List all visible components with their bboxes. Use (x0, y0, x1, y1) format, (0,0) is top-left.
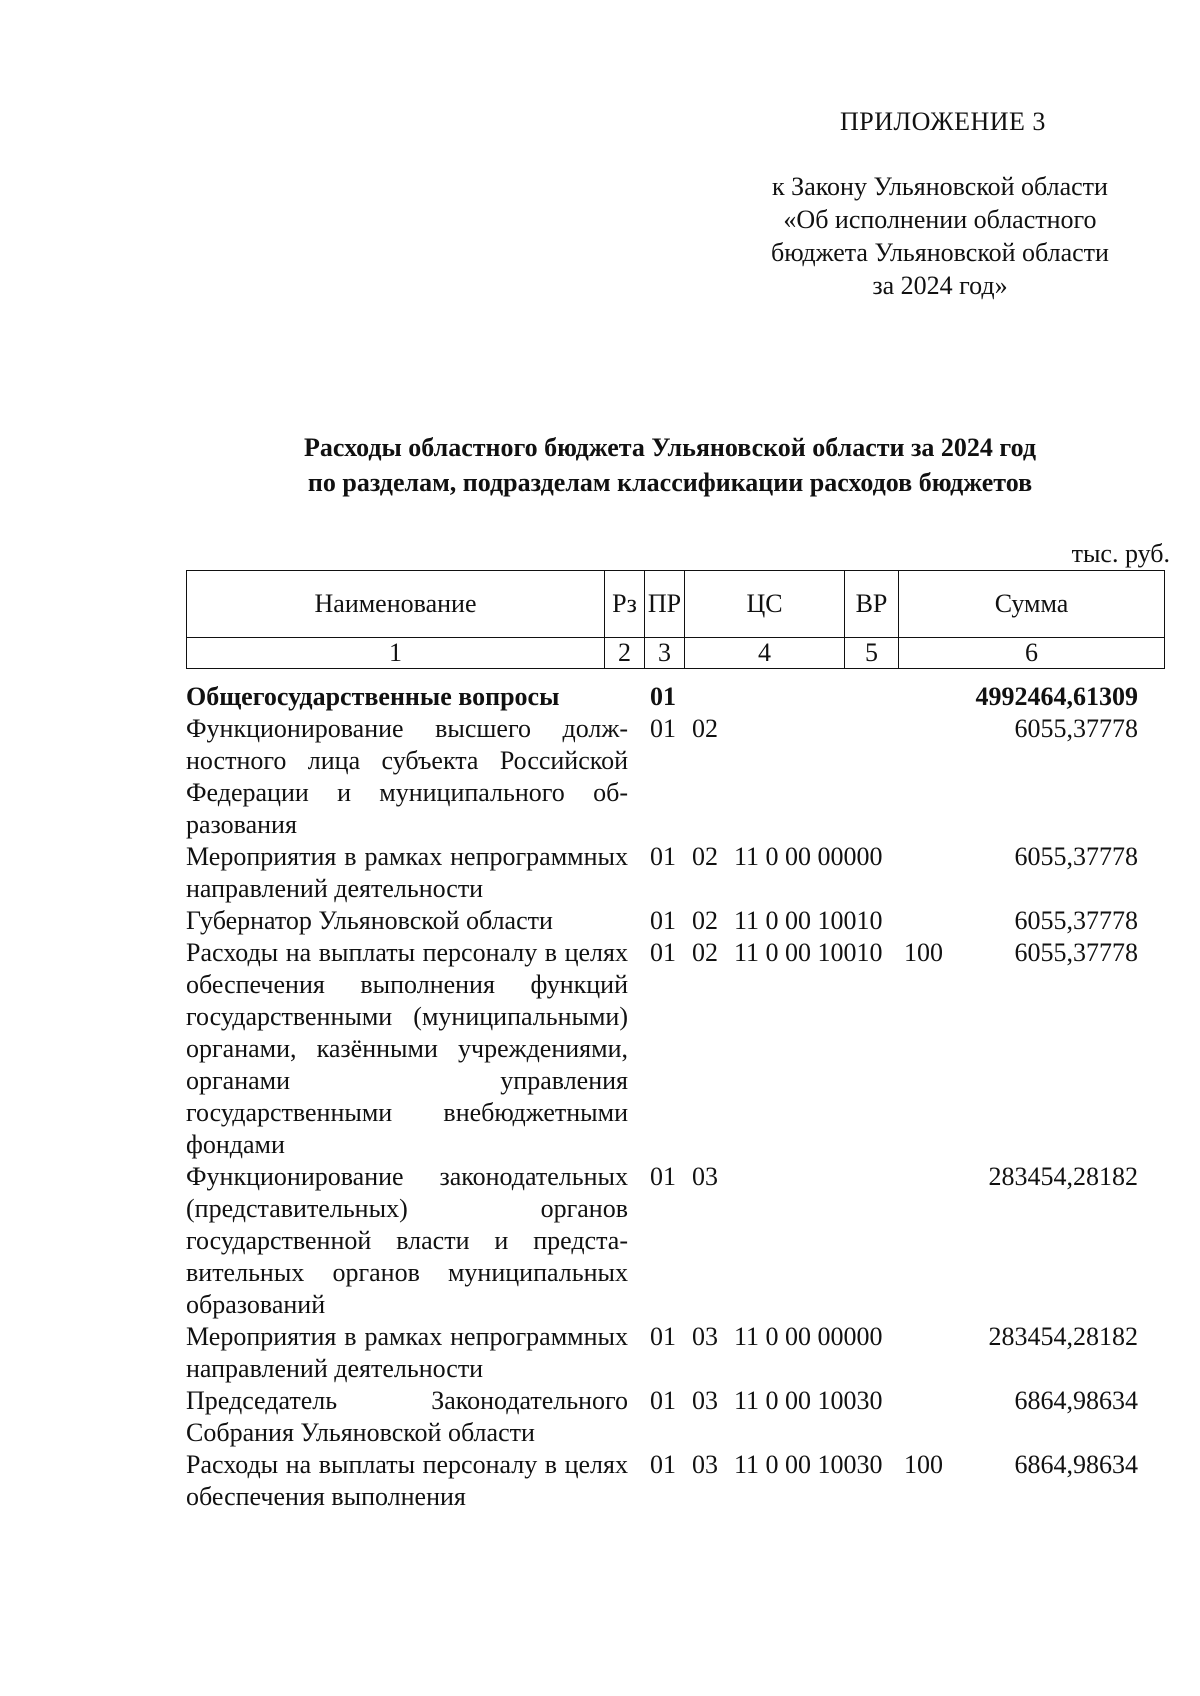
row-pr: 03 (692, 1450, 718, 1479)
column-number: 2 (605, 638, 645, 669)
row-sum: 283454,28182 (988, 1162, 1138, 1191)
row-sum: 4992464,61309 (975, 682, 1138, 711)
row-rz: 01 (650, 1450, 676, 1479)
header-vr: ВР (845, 571, 899, 638)
row-pr (682, 681, 724, 713)
expenses-table (186, 681, 1164, 1513)
table-row (186, 841, 1164, 905)
document-title (240, 430, 1100, 500)
row-name: Расходы на выплаты персоналу в целях обеспечения выполнения (186, 1450, 628, 1511)
law-line: к Закону Ульяновской области (772, 172, 1108, 201)
row-vr (894, 841, 954, 905)
row-cs: 11 0 00 00000 (734, 842, 883, 871)
row-sum: 6055,37778 (1014, 714, 1138, 743)
row-name: Функционирование высшего должностного лица субъекта Российской Федерации и муниципального образования (186, 714, 628, 839)
row-sum: 6055,37778 (1014, 938, 1138, 967)
row-name: Функционирование законодательных (представительных) органов государственной власти и представительных органов муниципальных образований (186, 1162, 628, 1319)
row-sum: 283454,28182 (988, 1322, 1138, 1351)
row-rz: 01 (650, 714, 676, 743)
row-vr: 100 (904, 1450, 943, 1479)
row-cs: 11 0 00 10030 (734, 1386, 883, 1415)
row-rz: 01 (650, 1322, 676, 1351)
header-sum: Сумма (899, 571, 1165, 638)
row-pr: 03 (692, 1162, 718, 1191)
table-row (186, 1321, 1164, 1385)
table-row (186, 1449, 1164, 1513)
column-number: 6 (899, 638, 1165, 669)
table-row (186, 1161, 1164, 1321)
row-name: Расходы на выплаты персоналу в целях обеспечения выполнения функций государственными (муниципальными) органами, казёнными учреждениями, органами управления государственными внебюджетными фондами (186, 938, 628, 1159)
table-header (186, 570, 1165, 669)
row-name: Общегосударственные вопросы (186, 682, 560, 711)
row-sum: 6864,98634 (1014, 1450, 1138, 1479)
row-vr (894, 1321, 954, 1385)
column-number: 4 (685, 638, 845, 669)
row-pr: 03 (692, 1322, 718, 1351)
row-rz: 01 (650, 906, 676, 935)
row-vr: 100 (904, 938, 943, 967)
row-cs: 11 0 00 00000 (734, 1322, 883, 1351)
title-line: Расходы областного бюджета Ульяновской области за 2024 год (304, 433, 1036, 462)
row-rz: 01 (650, 842, 676, 871)
row-cs: 11 0 00 10010 (734, 938, 883, 967)
column-number: 3 (645, 638, 685, 669)
table-row (186, 713, 1164, 841)
header-pr: ПР (645, 571, 685, 638)
row-sum: 6055,37778 (1014, 842, 1138, 871)
header-rz: Рз (605, 571, 645, 638)
law-line: бюджета Ульяновской области (771, 238, 1109, 267)
row-vr (894, 713, 954, 841)
row-name: Губернатор Ульяновской области (186, 906, 553, 935)
row-pr: 02 (692, 714, 718, 743)
row-cs: 11 0 00 10010 (734, 906, 883, 935)
row-vr (894, 1385, 954, 1449)
column-number: 5 (845, 638, 899, 669)
row-vr (894, 905, 954, 937)
row-cs (724, 681, 894, 713)
row-pr: 02 (692, 842, 718, 871)
row-cs (724, 713, 894, 841)
table-row (186, 1385, 1164, 1449)
table-row (186, 681, 1164, 713)
appendix-label: ПРИЛОЖЕНИЕ 3 (840, 107, 1046, 136)
law-line: «Об исполнении областного (783, 205, 1097, 234)
table-row (186, 937, 1164, 1161)
law-reference (740, 170, 1140, 302)
table-row (186, 905, 1164, 937)
row-rz: 01 (650, 1162, 676, 1191)
row-vr (894, 1161, 954, 1321)
row-name: Мероприятия в рамках непрограммных направлений деятельности (186, 1322, 628, 1383)
row-name: Председатель Законодательного Собрания Ульяновской области (186, 1386, 628, 1447)
row-pr: 03 (692, 1386, 718, 1415)
row-vr (894, 681, 954, 713)
title-line: по разделам, подразделам классификации расходов бюджетов (307, 468, 1033, 497)
header-name: Наименование (187, 571, 605, 638)
units-label: тыс. руб. (1071, 539, 1170, 568)
row-pr: 02 (692, 906, 718, 935)
table-body (186, 681, 1164, 1513)
row-rz: 01 (650, 938, 676, 967)
row-rz: 01 (650, 682, 676, 711)
row-cs: 11 0 00 10030 (734, 1450, 883, 1479)
header-cs: ЦС (685, 571, 845, 638)
row-cs (724, 1161, 894, 1321)
law-line: за 2024 год» (872, 271, 1008, 300)
row-rz: 01 (650, 1386, 676, 1415)
column-number: 1 (187, 638, 605, 669)
row-sum: 6055,37778 (1014, 906, 1138, 935)
row-sum: 6864,98634 (1014, 1386, 1138, 1415)
row-pr: 02 (692, 938, 718, 967)
row-name: Мероприятия в рамках непрограммных направлений деятельности (186, 842, 628, 903)
